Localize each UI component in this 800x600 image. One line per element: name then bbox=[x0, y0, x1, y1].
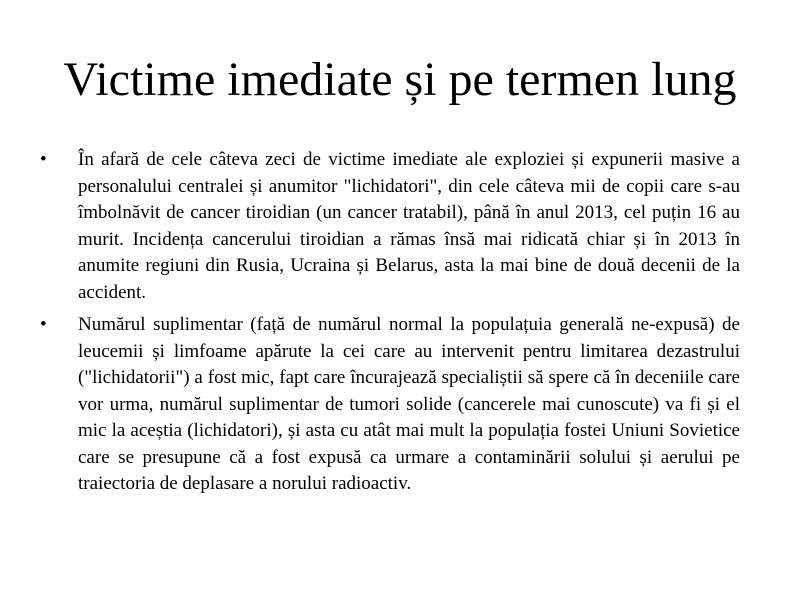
bullet-icon: • bbox=[40, 149, 47, 170]
bullet-item-2 bbox=[40, 312, 740, 498]
bullet-list bbox=[40, 147, 740, 504]
bullet-text: În afară de cele câteva zeci de victime imediate ale exploziei și expunerii masive a personalului centralei și anumitor "lichidatori", din cele câteva mii de copii care s-au îmbolnăvit de cancer tiroidian (un cancer tratabil), până în anul 2013, cel puțin 16 au murit. Incidența cancerului tiroidian a rămas însă mai ridicată chiar și în 2013 în anumite regiuni din Rusia, Ucraina și Belarus, asta la mai bine de două decenii de la accident. bbox=[78, 149, 740, 303]
bullet-text: Numărul suplimentar (față de numărul normal la populațuia generală ne-expusă) de leucemii și limfoame apărute la cei care au intervenit pentru limitarea dezastrului ("lichidatorii") a fost mic, fapt care încurajează specialiștii să spere că în deceniile care vor urma, numărul suplimentar de tumori solide (cancerele mai cunoscute) va fi și el mic la aceștia (lichidatori), și asta cu atât mai mult la populația fostei Uniuni Sovietice care se presupune că a fost expusă ca urmare a contaminării solului și aerului pe traiectoria de deplasare a norului radioactiv. bbox=[78, 314, 740, 494]
slide-title: Victime imediate și pe termen lung bbox=[63, 53, 737, 106]
bullet-item-1 bbox=[40, 147, 740, 306]
bullet-icon: • bbox=[40, 314, 47, 335]
